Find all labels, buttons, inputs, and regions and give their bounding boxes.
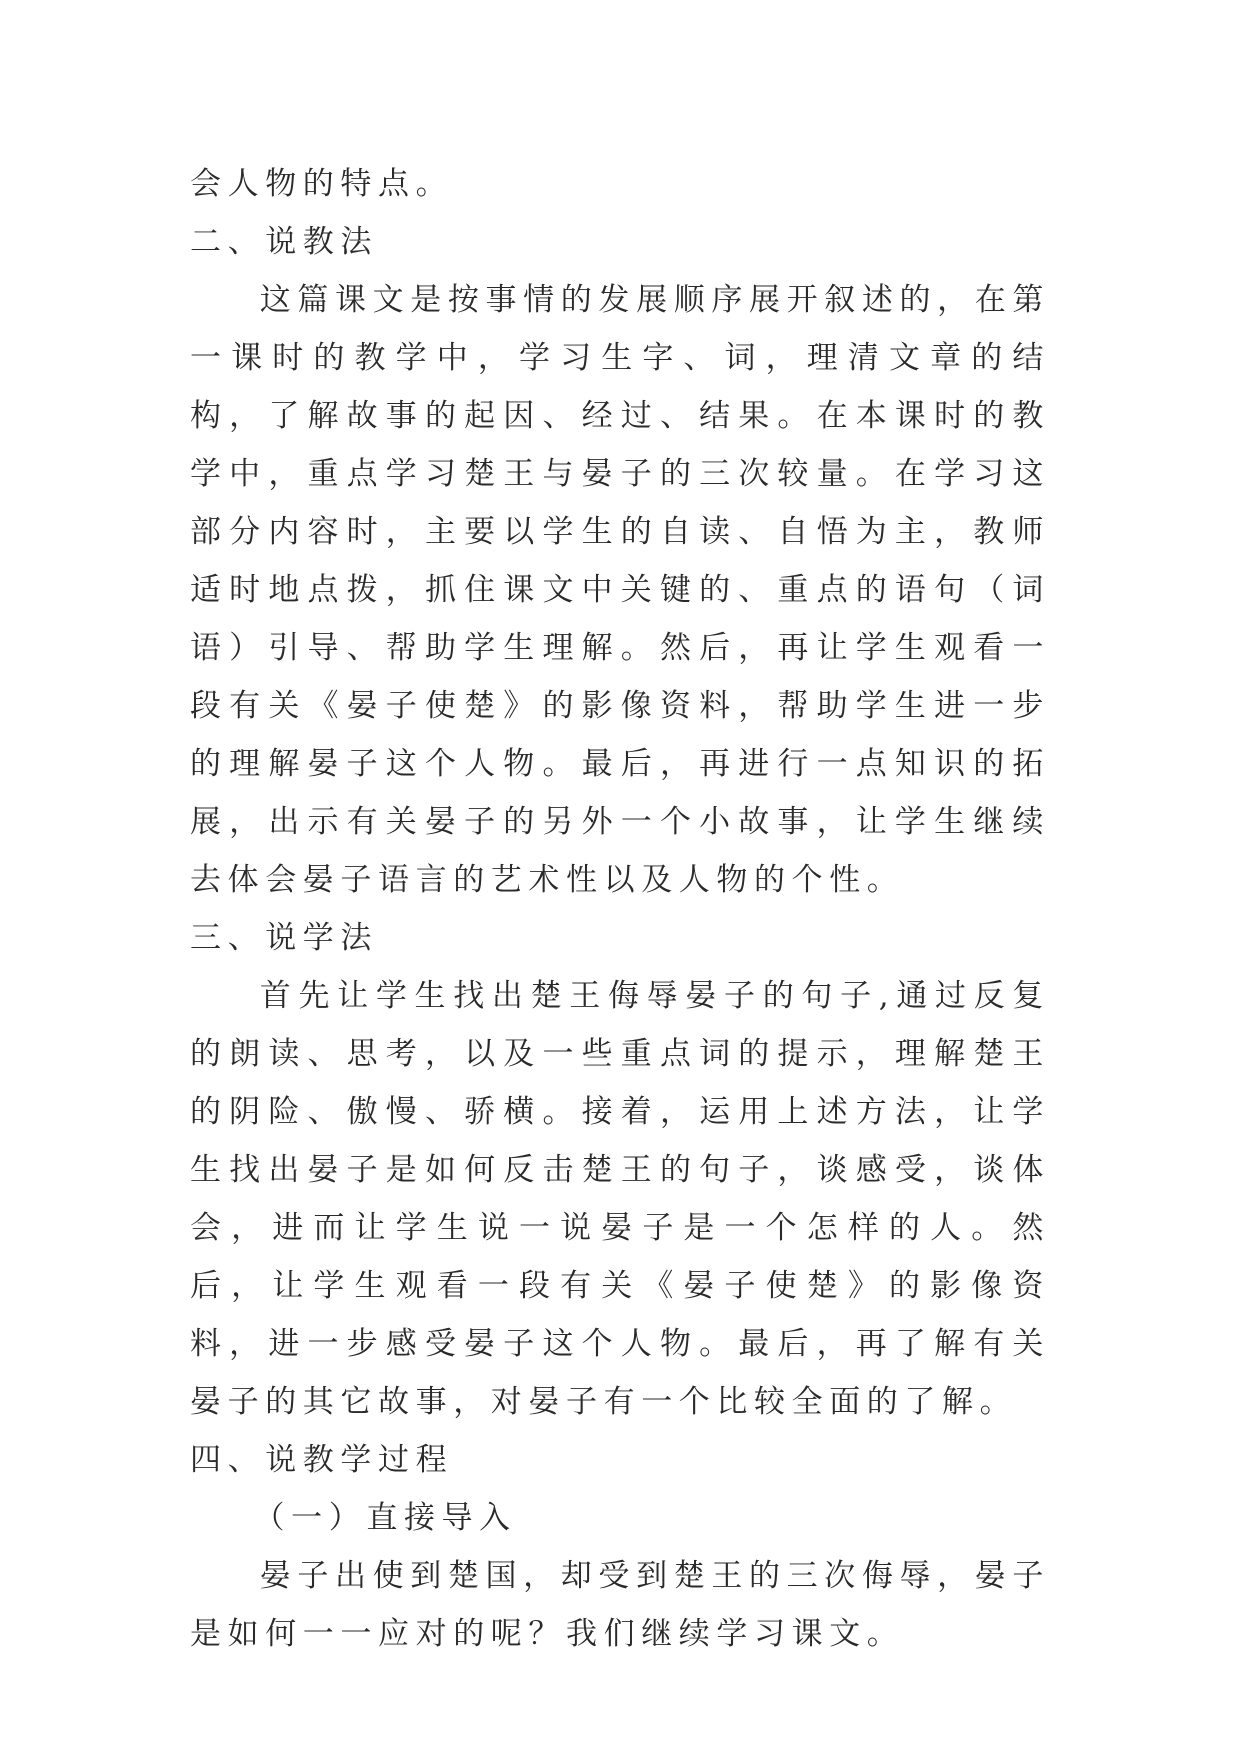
section-heading-teaching-method: 二、说教法 bbox=[190, 224, 378, 260]
section-heading-teaching-process: 四、说教学过程 bbox=[190, 1442, 454, 1478]
paragraph-direct-intro: 晏子出使到楚国，却受到楚王的三次侮辱，晏子是如何一一应对的呢？我们继续学习课文。 bbox=[190, 1558, 1050, 1652]
section-heading-learning-method: 三、说学法 bbox=[190, 920, 378, 956]
subsection-heading-direct-intro: （一）直接导入 bbox=[253, 1500, 517, 1536]
paragraph-teaching-method: 这篇课文是按事情的发展顺序展开叙述的，在第一课时的教学中，学习生字、词，理清文章的结构，了解故事的起因、经过、结果。在本课时的教学中，重点学习楚王与晏子的三次较量。在学习这部分内容时，主要以学生的自读、自悟为主，教师适时地点拨，抓住课文中关键的、重点的语句（词语）引导、帮助学生理解。然后，再让学生观看一段有关《晏子使楚》的影像资料，帮助学生进一步的理解晏子这个人物。最后，再进行一点知识的拓展，出示有关晏子的另外一个小故事，让学生继续去体会晏子语言的艺术性以及人物的个性。 bbox=[190, 282, 1050, 898]
paragraph-learning-method: 首先让学生找出楚王侮辱晏子的句子,通过反复的朗读、思考，以及一些重点词的提示，理解楚王的阴险、傲慢、骄横。接着，运用上述方法，让学生找出晏子是如何反击楚王的句子，谈感受，谈体会，进而让学生说一说晏子是一个怎样的人。然后，让学生观看一段有关《晏子使楚》的影像资料，进一步感受晏子这个人物。最后，再了解有关晏子的其它故事，对晏子有一个比较全面的了解。 bbox=[190, 978, 1050, 1420]
document-body bbox=[190, 155, 1050, 1663]
paragraph-continuation: 会人物的特点。 bbox=[190, 166, 454, 202]
